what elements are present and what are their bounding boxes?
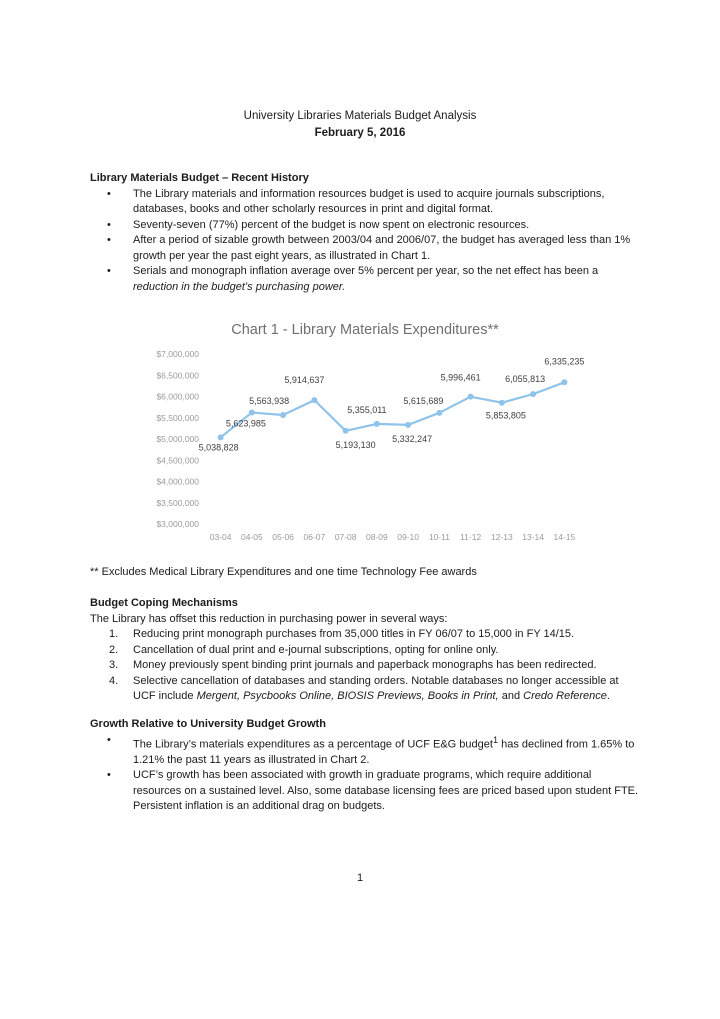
y-tick-label: $5,000,000 xyxy=(156,434,199,444)
data-point xyxy=(374,421,380,427)
y-tick-label: $3,500,000 xyxy=(156,497,199,508)
bullet-list xyxy=(90,733,640,815)
y-tick-label: $6,500,000 xyxy=(156,370,199,381)
data-point xyxy=(218,434,224,440)
y-tick-label: $4,500,000 xyxy=(156,455,199,466)
data-label: 5,996,461 xyxy=(440,372,481,383)
x-tick-label: 10-11 xyxy=(428,532,450,542)
chart-title: Chart 1 - Library Materials Expenditures** xyxy=(231,322,499,338)
x-tick-label: 11-12 xyxy=(460,532,482,542)
data-point xyxy=(561,379,567,385)
chart-plot xyxy=(125,322,605,552)
section-growth xyxy=(90,717,640,815)
period: . xyxy=(606,690,610,702)
x-tick-label: 12-13 xyxy=(491,532,513,542)
x-tick-label: 06-07 xyxy=(303,532,326,542)
bullet-italic-text: reduction in the budget’s purchasing power. xyxy=(133,280,346,293)
document-header xyxy=(0,108,720,142)
x-tick-label: 09-10 xyxy=(397,532,419,542)
database-name: Books in Print, xyxy=(427,690,499,702)
expenditures-chart xyxy=(125,322,605,552)
data-label: 5,193,130 xyxy=(335,439,376,450)
list-text: Cancellation of dual print and e-journal subscriptions, opting for online only. xyxy=(133,643,499,656)
data-label: 6,055,813 xyxy=(505,374,546,385)
y-tick-label: $4,000,000 xyxy=(156,476,199,487)
list-text: Selective cancellation of databases and standing orders. Notable databases no longer accessible at UCF include xyxy=(133,674,619,702)
data-label: 5,623,985 xyxy=(225,418,266,429)
numbered-list xyxy=(90,627,640,705)
bullet-item xyxy=(133,264,640,295)
data-point xyxy=(405,422,411,428)
list-number: 2. xyxy=(109,643,119,656)
list-text: Reducing print monograph purchases from 35,000 titles in FY 06/07 to 15,000 in FY 14/15. xyxy=(133,628,575,640)
database-name: Mergent, xyxy=(196,690,241,702)
list-item xyxy=(109,627,640,643)
section-intro: The Library has offset this reduction in purchasing power in several ways: xyxy=(90,612,448,625)
bullet-item: • After a period of sizable growth between 2003/04 and 2006/07, the budget has averaged less than 1% growth per year the past eight years, as illustrated in Chart 1. xyxy=(133,233,640,264)
list-number: 1. xyxy=(109,628,119,640)
database-name: BIOSIS Previews, xyxy=(337,690,425,702)
data-label: 6,335,235 xyxy=(544,356,585,367)
data-point xyxy=(436,410,442,416)
list-item xyxy=(109,658,640,674)
y-tick-label: $7,000,000 xyxy=(156,349,199,359)
list-number: 3. xyxy=(109,659,119,671)
list-number: 4. xyxy=(109,674,119,687)
bullet-item: • UCF’s growth has been associated with growth in graduate programs, which require additional resources on a sustained level. Also, some database licensing fees are priced based upon student FTE. Persistent inflation is an additional drag on budgets. xyxy=(133,768,640,815)
section-heading: Budget Coping Mechanisms xyxy=(90,597,238,609)
section-recent-history xyxy=(90,171,640,295)
bullet-list xyxy=(90,187,640,296)
section-heading: Library Materials Budget – Recent History xyxy=(90,172,309,184)
document-title: University Libraries Materials Budget Analysis xyxy=(243,110,477,122)
x-tick-label: 14-15 xyxy=(553,532,576,542)
bullet-text: Serials and monograph inflation average over 5% percent per year, so the net effect has been a xyxy=(133,265,599,277)
conjunction: and xyxy=(501,690,521,702)
data-point xyxy=(499,400,505,406)
data-label: 5,355,011 xyxy=(347,404,387,415)
data-point xyxy=(468,394,474,400)
document-date: February 5, 2016 xyxy=(314,127,406,139)
footnote-marker: 1 xyxy=(492,734,499,745)
x-tick-label: 05-06 xyxy=(272,532,294,542)
data-label: 5,615,689 xyxy=(403,395,444,406)
x-tick-label: 04-05 xyxy=(241,532,263,542)
y-tick-label: $5,500,000 xyxy=(156,412,199,423)
database-name: Psycbooks Online, xyxy=(243,690,335,702)
database-name: Credo Reference xyxy=(523,690,607,702)
y-tick-label: $3,000,000 xyxy=(156,519,199,529)
bullet-item: • Seventy-seven (77%) percent of the budget is now spent on electronic resources. xyxy=(133,218,640,234)
x-tick-label: 08-09 xyxy=(366,532,388,542)
data-label: 5,563,938 xyxy=(249,396,290,407)
page-number: 1 xyxy=(356,872,364,884)
chart-footnote: ** Excludes Medical Library Expenditures and one time Technology Fee awards xyxy=(90,566,477,578)
data-point xyxy=(311,397,317,403)
bullet-text: has declined from 1.65% to 1.21% the past 11 years as illustrated in Chart 2. xyxy=(133,738,635,766)
section-coping-mechanisms xyxy=(90,596,640,705)
bullet-item xyxy=(133,733,640,769)
list-text: Money previously spent binding print journals and paperback monographs has been redirected. xyxy=(133,659,597,671)
bullet-text: The Library’s materials expenditures as a percentage of UCF E&G budget xyxy=(133,738,493,751)
list-item xyxy=(109,643,640,659)
list-item xyxy=(109,674,640,705)
data-label: 5,853,805 xyxy=(485,410,526,421)
x-tick-label: 07-08 xyxy=(334,532,357,542)
x-tick-label: 13-14 xyxy=(522,532,544,542)
data-label: 5,332,247 xyxy=(392,433,433,444)
y-tick-label: $6,000,000 xyxy=(156,391,199,402)
data-label: 5,914,637 xyxy=(284,375,325,386)
section-heading: Growth Relative to University Budget Growth xyxy=(90,718,326,730)
data-point xyxy=(343,428,349,434)
data-point xyxy=(249,409,255,415)
bullet-item: • The Library materials and information resources budget is used to acquire journals subscriptions, databases, books and other scholarly resources in print and digital format. xyxy=(133,187,640,218)
data-point xyxy=(530,391,536,397)
data-point xyxy=(280,412,286,418)
x-tick-label: 03-04 xyxy=(209,532,232,542)
data-label: 5,038,828 xyxy=(198,442,239,453)
